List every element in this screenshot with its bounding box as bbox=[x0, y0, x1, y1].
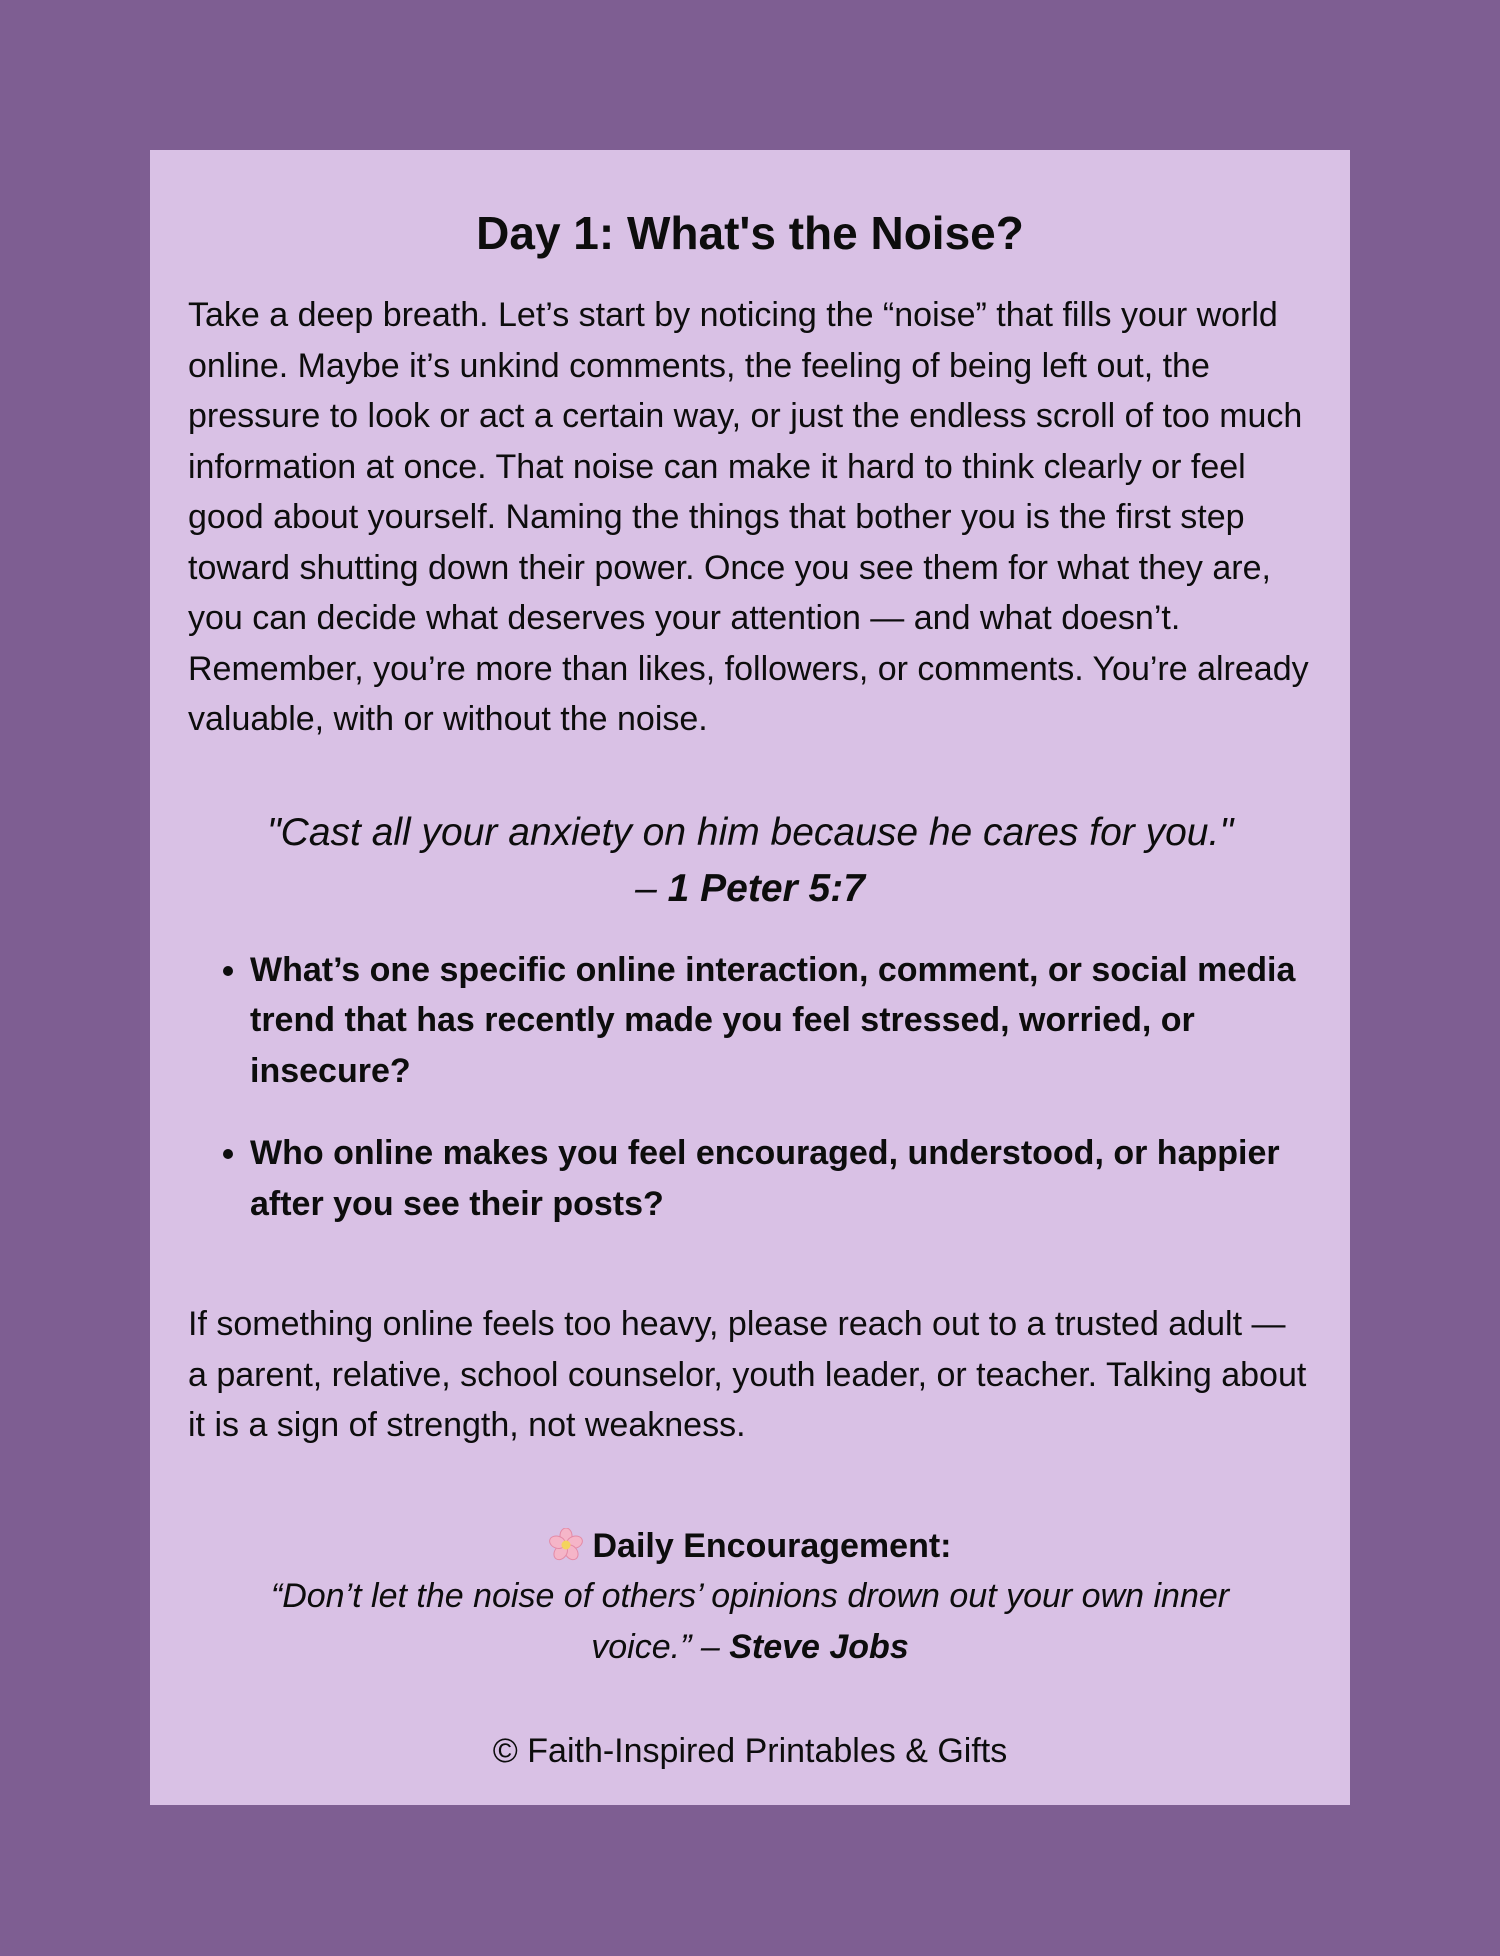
page-title: Day 1: What's the Noise? bbox=[476, 207, 1024, 259]
scripture-verse bbox=[188, 805, 1312, 917]
daily-encouragement bbox=[188, 1521, 1312, 1673]
copyright-footer: © Faith-Inspired Printables & Gifts bbox=[492, 1732, 1008, 1770]
encouragement-heading: Daily Encouragement: bbox=[592, 1526, 952, 1565]
support-paragraph: If something online feels too heavy, please reach out to a trusted adult — a parent, relative, school counselor, youth leader, or teacher. Talking about it is a sign of strength, not weakness. bbox=[188, 1305, 1307, 1444]
flower-icon bbox=[549, 1528, 583, 1562]
verse-citation bbox=[188, 861, 1312, 917]
question-item: • Who online makes you feel encouraged, understood, or happier after you see their posts? bbox=[250, 1128, 1312, 1229]
devotional-card bbox=[150, 150, 1350, 1805]
verse-text: "Cast all your anxiety on him because he cares for you." bbox=[266, 810, 1234, 854]
quote-author: Steve Jobs bbox=[729, 1627, 909, 1666]
encouragement-header bbox=[188, 1521, 1312, 1572]
verse-dash: – bbox=[635, 866, 668, 910]
question-item: • What’s one specific online interaction, comment, or social media trend that has recently made you feel stressed, worried, or insecure? bbox=[250, 945, 1312, 1097]
reflection-questions bbox=[188, 945, 1312, 1230]
intro-paragraph: Take a deep breath. Let’s start by noticing the “noise” that fills your world online. Maybe it’s unkind comments, the feeling of being left out, the pressure to look or act a certain way, or just the endless scroll of too much information at once. That noise can make it hard to think clearly or feel good about yourself. Naming the things that bother you is the first step toward shutting down their power. Once you see them for what they are, you can decide what deserves your attention — and what doesn’t. Remember, you’re more than likes, followers, or comments. You’re already valuable, with or without the noise. bbox=[188, 296, 1309, 738]
verse-reference: 1 Peter 5:7 bbox=[667, 866, 865, 910]
encouragement-quote bbox=[188, 1571, 1312, 1672]
quote-text: “Don’t let the noise of others’ opinions drown out your own inner voice.” – bbox=[270, 1577, 1230, 1666]
